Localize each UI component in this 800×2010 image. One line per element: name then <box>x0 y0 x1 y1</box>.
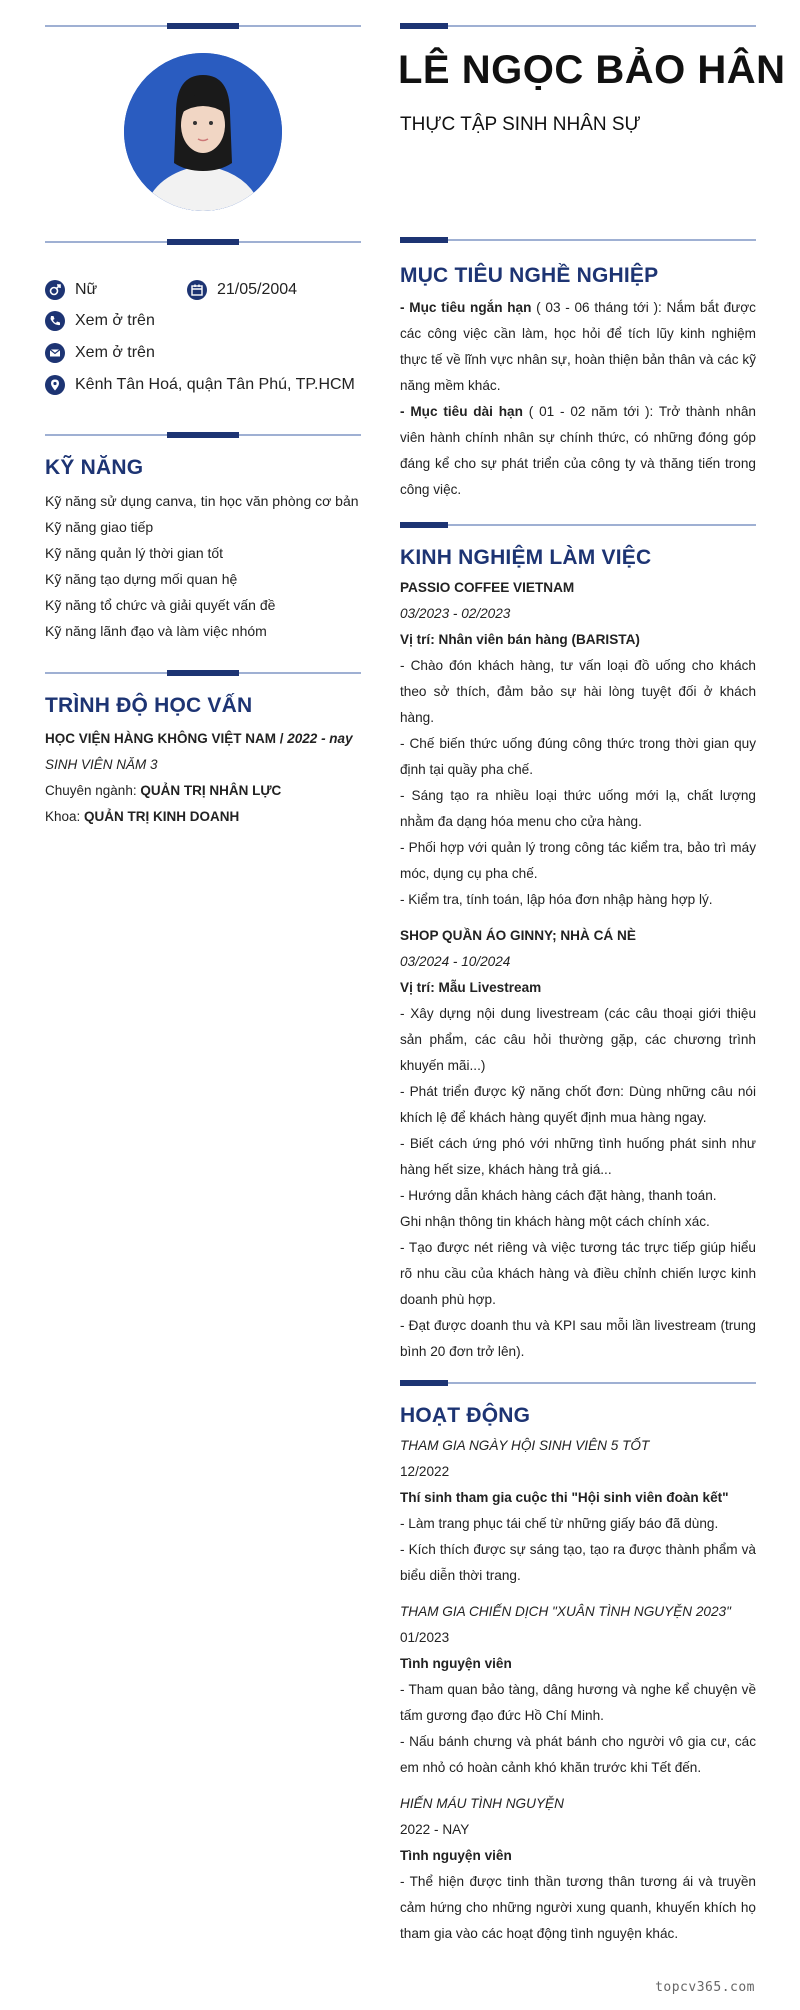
candidate-position: THỰC TẬP SINH NHÂN SỰ <box>400 114 641 135</box>
faculty-label: Khoa: <box>45 809 81 824</box>
activity-line: - Tham quan bảo tàng, dâng hương và nghe kể chuyện về tấm gương đạo đức Hồ Chí Minh. <box>400 1682 756 1723</box>
faculty-line <box>45 804 365 830</box>
objective-long-text: ( 01 - 02 năm tới ): Trở thành nhân viên hành chính nhân sự chính thức, có những đóng góp đáng kể cho sự phát triển của công ty và thăng tiến trong công việc. <box>400 404 756 497</box>
activity-line: - Thể hiện được tinh thần tương thân tương ái và truyền cảm hứng cho những người xung quanh, khuyến khích họ tham gia vào các hoạt động tình nguyện khác. <box>400 1874 756 1941</box>
job-line: Ghi nhận thông tin khách hàng một cách chính xác. <box>400 1214 710 1229</box>
job-role: Vị trí: Mẫu Livestream <box>400 980 542 995</box>
objective-long-label: - Mục tiêu dài hạn <box>400 404 523 419</box>
birthday-row <box>187 280 297 300</box>
school-name: HỌC VIỆN HÀNG KHÔNG VIỆT NAM / <box>45 731 284 746</box>
education-period: 2022 - nay <box>287 731 353 746</box>
activity-role: Tình nguyện viên <box>400 1848 512 1863</box>
job-line: - Xây dựng nội dung livestream (các câu thoại giới thiệu sản phẩm, các câu hỏi thường gặp, các chương trình khuyến mãi...) <box>400 1006 756 1073</box>
job-period: 03/2024 - 10/2024 <box>400 954 511 969</box>
school-line <box>45 726 365 752</box>
email-value: Xem ở trên <box>75 344 155 361</box>
phone-icon <box>45 311 65 331</box>
skill-item: Kỹ năng tạo dựng mối quan hệ <box>45 571 238 587</box>
gender-row <box>45 280 97 300</box>
right-divider-objective <box>400 239 756 241</box>
activity-name: THAM GIA NGÀY HỘI SINH VIÊN 5 TỐT <box>400 1438 650 1453</box>
skills-list <box>45 488 365 644</box>
phone-value: Xem ở trên <box>75 312 155 329</box>
job-line: - Đạt được doanh thu và KPI sau mỗi lần livestream (trung bình 20 đơn trở lên). <box>400 1318 756 1359</box>
skill-item: Kỹ năng sử dụng canva, tin học văn phòng cơ bản <box>45 493 359 509</box>
objective-short <box>400 295 756 399</box>
phone-row <box>45 311 155 331</box>
job-line: - Kiểm tra, tính toán, lập hóa đơn nhập hàng hợp lý. <box>400 892 713 907</box>
job-line: - Chế biến thức uống đúng công thức trong thời gian quy định tại quầy pha chế. <box>400 736 756 777</box>
job-period: 03/2023 - 02/2023 <box>400 606 511 621</box>
job-line: - Biết cách ứng phó với những tình huống phát sinh như hàng hết size, khách hàng trả giá... <box>400 1136 756 1177</box>
experience-body <box>400 575 756 1365</box>
job-line: - Sáng tạo ra nhiều loại thức uống mới lạ, chất lượng nhằm đa dạng hóa menu cho cửa hàng. <box>400 788 756 829</box>
left-top-divider <box>45 25 361 27</box>
faculty-value: QUẢN TRỊ KINH DOANH <box>84 809 240 824</box>
activity-period: 01/2023 <box>400 1630 450 1645</box>
job-line: - Chào đón khách hàng, tư vấn loại đồ uống cho khách theo sở thích, đảm bảo sự hài lòng tuyệt đối ở khách hàng. <box>400 658 756 725</box>
activity-role: Thí sinh tham gia cuộc thi "Hội sinh viên đoàn kết" <box>400 1490 729 1505</box>
right-divider-experience <box>400 524 756 526</box>
skill-item: Kỹ năng quản lý thời gian tốt <box>45 545 224 561</box>
activity-name: THAM GIA CHIẾN DỊCH "XUÂN TÌNH NGUYỆN 2023" <box>400 1604 731 1619</box>
gender-value: Nữ <box>75 281 98 298</box>
activity-line: - Làm trang phục tái chế từ những giấy báo đã dùng. <box>400 1516 719 1531</box>
activity-line: - Nấu bánh chưng và phát bánh cho người vô gia cư, các em nhỏ có hoàn cảnh khó khăn trước khi Tết đến. <box>400 1734 756 1775</box>
objective-short-label: - Mục tiêu ngắn hạn <box>400 300 532 315</box>
activity-line: - Kích thích được sự sáng tạo, tạo ra được thành phẩm và biểu diễn thời trang. <box>400 1542 756 1583</box>
objective-short-text: ( 03 - 06 tháng tới ): Nắm bắt được các công việc cần làm, học hỏi để tích lũy kinh nghiệm thực tế về lĩnh vực nhân sự, hoàn thiện bản thân và các kỹ năng mềm khác. <box>400 300 756 393</box>
left-divider-info <box>45 241 361 243</box>
major-label: Chuyên ngành: <box>45 783 137 798</box>
email-row <box>45 343 155 363</box>
job-line: - Phối hợp với quản lý trong công tác kiểm tra, bảo trì máy móc, dụng cụ pha chế. <box>400 840 756 881</box>
major-line <box>45 778 365 804</box>
birthday-value: 21/05/2004 <box>217 281 298 298</box>
education-status: SINH VIÊN NĂM 3 <box>45 757 158 772</box>
objective-body <box>400 295 756 503</box>
activity-period: 12/2022 <box>400 1464 450 1479</box>
address-value: Kênh Tân Hoá, quận Tân Phú, TP.HCM <box>75 376 355 393</box>
activity-role: Tình nguyện viên <box>400 1656 512 1671</box>
gender-icon <box>45 280 65 300</box>
skills-title: KỸ NĂNG <box>45 456 144 479</box>
education-block <box>45 726 365 830</box>
candidate-name: LÊ NGỌC BẢO HÂN <box>398 48 786 92</box>
education-title: TRÌNH ĐỘ HỌC VẤN <box>45 694 253 717</box>
email-icon <box>45 343 65 363</box>
activities-title: HOẠT ĐỘNG <box>400 1404 531 1427</box>
job-line: - Tạo được nét riêng và việc tương tác trực tiếp giúp hiểu rõ nhu cầu của khách hàng và điều chỉnh chiến lược kinh doanh phù hợp. <box>400 1240 756 1307</box>
job-line: - Hướng dẫn khách hàng cách đặt hàng, thanh toán. <box>400 1188 717 1203</box>
address-row <box>45 375 355 395</box>
objective-title: MỤC TIÊU NGHỀ NGHIỆP <box>400 264 659 287</box>
location-pin-icon <box>45 375 65 395</box>
experience-title: KINH NGHIỆM LÀM VIỆC <box>400 546 652 569</box>
job-company: SHOP QUẦN ÁO GINNY; NHÀ CÁ NÈ <box>400 928 636 943</box>
left-divider-education <box>45 672 361 674</box>
job-company: PASSIO COFFEE VIETNAM <box>400 580 575 595</box>
skill-item: Kỹ năng tổ chức và giải quyết vấn đề <box>45 597 276 613</box>
right-top-divider <box>400 25 756 27</box>
watermark: topcv365.com <box>655 1980 755 1995</box>
left-divider-skills <box>45 434 361 436</box>
avatar <box>124 53 282 211</box>
calendar-icon <box>187 280 207 300</box>
job-line: - Phát triển được kỹ năng chốt đơn: Dùng những câu nói khích lệ để khách hàng quyết định mua hàng ngay. <box>400 1084 756 1125</box>
skill-item: Kỹ năng lãnh đạo và làm việc nhóm <box>45 623 267 639</box>
activities-body <box>400 1433 756 1947</box>
right-divider-activities <box>400 1382 756 1384</box>
job-role: Vị trí: Nhân viên bán hàng (BARISTA) <box>400 632 640 647</box>
skill-item: Kỹ năng giao tiếp <box>45 519 154 535</box>
objective-long <box>400 399 756 503</box>
activity-name: HIẾN MÁU TÌNH NGUYỆN <box>400 1796 564 1811</box>
activity-period: 2022 - NAY <box>400 1822 470 1837</box>
major-value: QUẢN TRỊ NHÂN LỰC <box>140 783 282 798</box>
